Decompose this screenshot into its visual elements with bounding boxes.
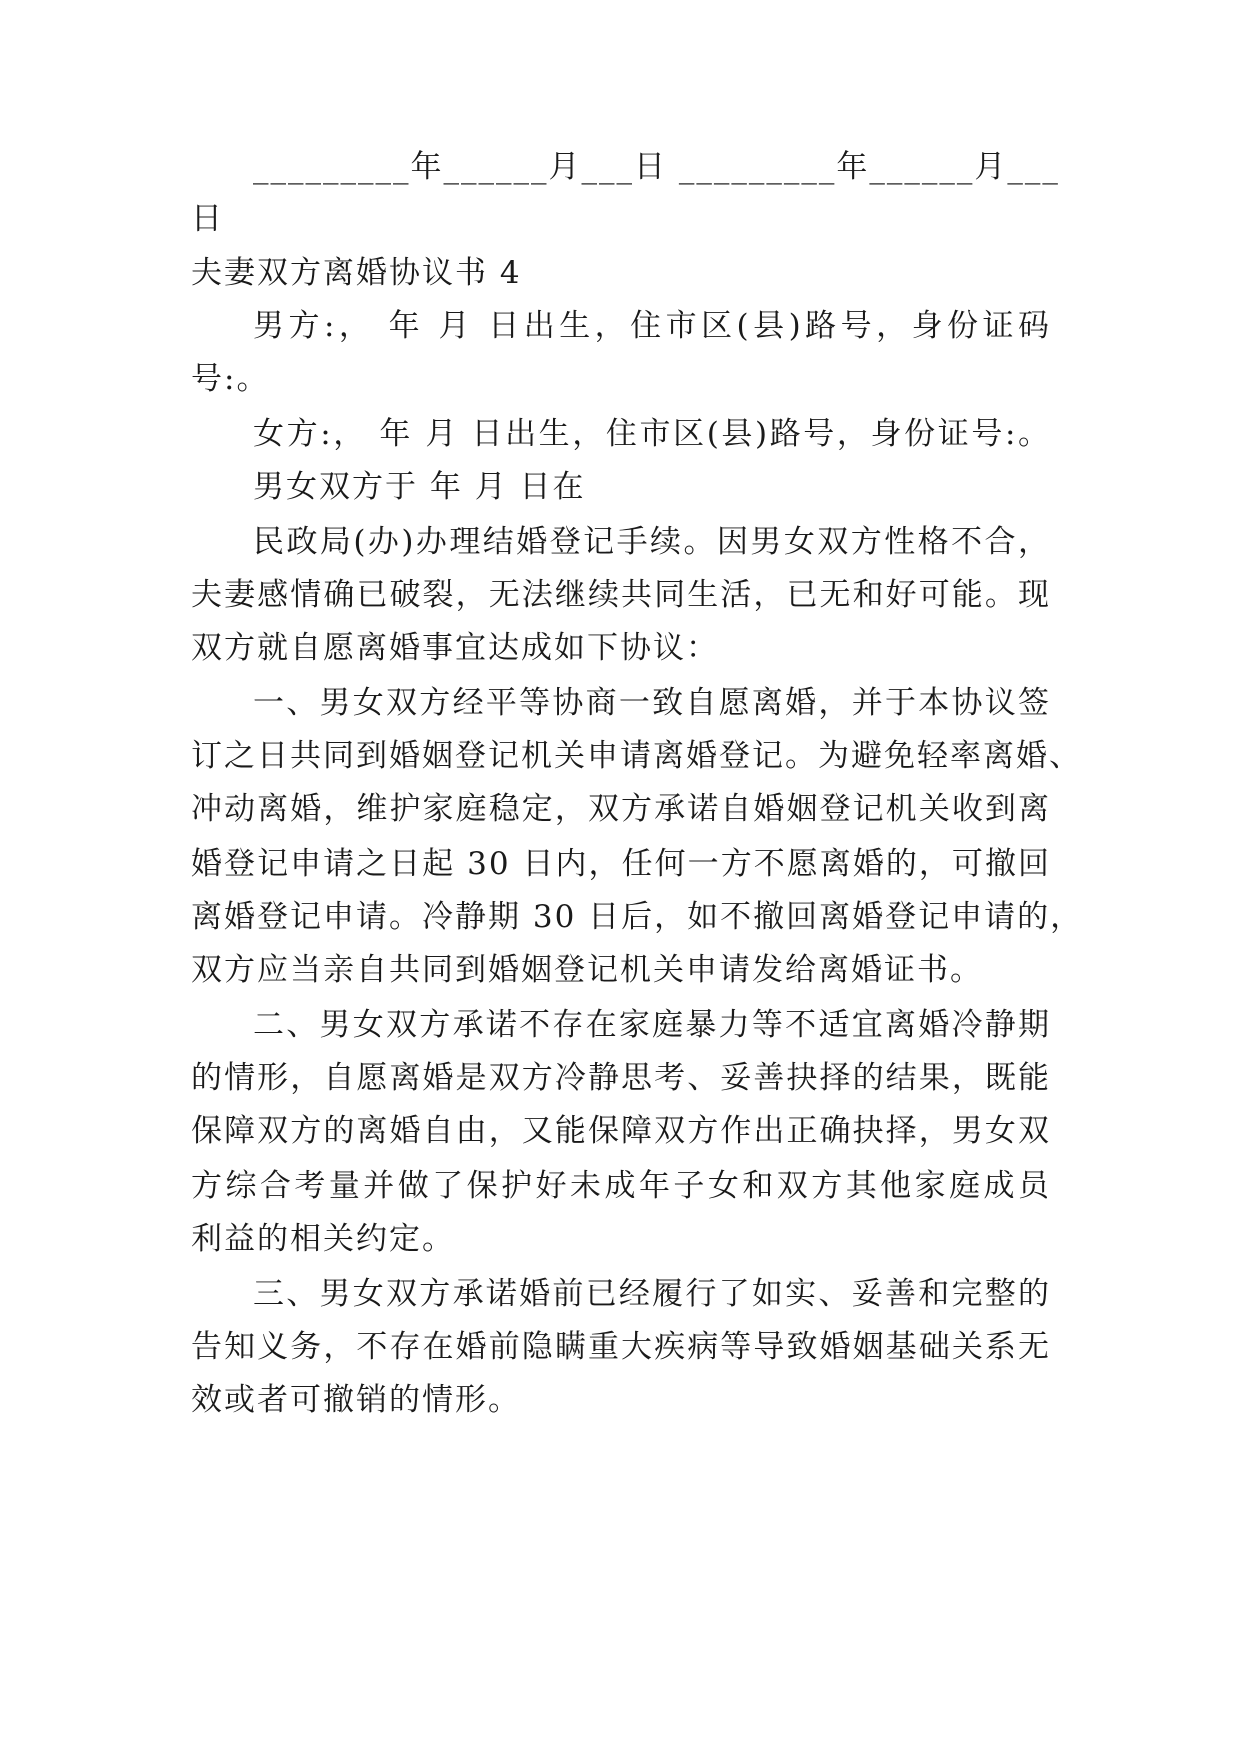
- section-title: 夫妻双方离婚协议书 4: [191, 255, 522, 291]
- male-party-line-2: 号:。: [191, 361, 270, 397]
- clause-2-line-2: 的情形，自愿离婚是双方冷静思考、妥善抉择的结果，既能: [191, 1060, 1051, 1096]
- female-party-line: 女方:， 年 月 日出生，住市区(县)路号，身份证号:。: [253, 416, 1051, 452]
- clause-2-line-3: 保障双方的离婚自由，又能保障双方作出正确抉择，男女双: [191, 1113, 1051, 1149]
- clause-1-line-4: 婚登记申请之日起 30 日内，任何一方不愿离婚的，可撤回: [191, 846, 1051, 882]
- intro-line-3: 双方就自愿离婚事宜达成如下协议：: [191, 630, 719, 666]
- date-line: _________年______月___日 _________年______月___: [253, 149, 1060, 185]
- clause-2-line-1: 二、男女双方承诺不存在家庭暴力等不适宜离婚冷静期: [253, 1007, 1051, 1043]
- clause-1-line-6: 双方应当亲自共同到婚姻登记机关申请发给离婚证书。: [191, 952, 983, 988]
- marriage-date-line: 男女双方于 年 月 日在: [253, 469, 586, 505]
- clause-3-line-3: 效或者可撤销的情形。: [191, 1382, 521, 1418]
- clause-3-line-2: 告知义务，不存在婚前隐瞒重大疾病等导致婚姻基础关系无: [191, 1329, 1051, 1365]
- clause-3-line-1: 三、男女双方承诺婚前已经履行了如实、妥善和完整的: [253, 1276, 1051, 1312]
- intro-line-2: 夫妻感情确已破裂，无法继续共同生活，已无和好可能。现: [191, 577, 1051, 613]
- clause-2-line-4: 方综合考量并做了保护好未成年子女和双方其他家庭成员: [191, 1168, 1051, 1204]
- clause-1-line-5: 离婚登记申请。冷静期 30 日后，如不撤回离婚登记申请的，: [191, 899, 1084, 935]
- clause-1-line-2: 订之日共同到婚姻登记机关申请离婚登记。为避免轻率离婚、: [191, 738, 1082, 774]
- clause-1-line-1: 一、男女双方经平等协商一致自愿离婚，并于本协议签: [253, 685, 1051, 721]
- male-party-line-1: 男方:， 年 月 日出生，住市区(县)路号，身份证码: [253, 308, 1051, 344]
- date-line-end: 日: [191, 201, 224, 237]
- clause-1-line-3: 冲动离婚，维护家庭稳定，双方承诺自婚姻登记机关收到离: [191, 791, 1051, 827]
- clause-2-line-5: 利益的相关约定。: [191, 1221, 455, 1257]
- intro-line-1: 民政局(办)办理结婚登记手续。因男女双方性格不合，: [253, 524, 1051, 560]
- document-page: [191, 0, 1084, 1754]
